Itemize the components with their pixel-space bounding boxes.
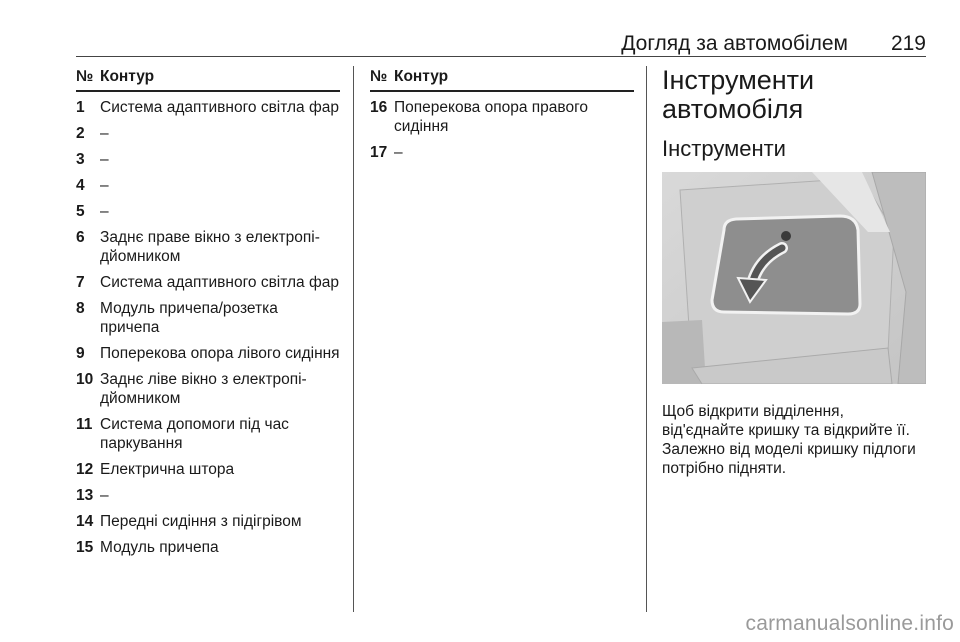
- table-row: [76, 202, 340, 221]
- row-text: Система адаптивного світла фар: [100, 99, 339, 116]
- row-text: –: [100, 203, 109, 220]
- table-row: [370, 98, 634, 136]
- table-row: [76, 415, 340, 453]
- row-number: 15: [76, 539, 94, 556]
- col-name-header: Контур: [394, 68, 449, 85]
- table-rows: [76, 98, 340, 557]
- row-text: Поперекова опора лівого сидіння: [100, 345, 340, 362]
- fuse-table-right: [370, 66, 634, 169]
- table-row: [76, 512, 340, 531]
- paragraph-line: від'єднайте кришку та відкрийте її.: [662, 422, 910, 439]
- table-row: [76, 176, 340, 195]
- row-number: 2: [76, 125, 85, 142]
- watermark: carmanualsonline.info: [745, 612, 954, 635]
- column-divider: [646, 66, 647, 612]
- table-header: [370, 66, 634, 92]
- table-row: [76, 98, 340, 117]
- col-num-header: №: [370, 68, 388, 85]
- row-number: 1: [76, 99, 85, 116]
- table-rows: [370, 98, 634, 162]
- section-title-line: Інструменти: [662, 65, 815, 95]
- row-number: 13: [76, 487, 94, 504]
- row-text: Система адаптивного світла фар: [100, 274, 339, 291]
- col-name-header: Контур: [100, 68, 155, 85]
- row-text: Поперекова опора правого сидіння: [394, 99, 589, 135]
- header-title: Догляд за автомобілем: [621, 32, 848, 55]
- row-number: 17: [370, 144, 388, 161]
- tools-section: [662, 66, 926, 478]
- row-text: –: [394, 144, 403, 161]
- table-row: [76, 150, 340, 169]
- fuse-table-left: [76, 66, 340, 564]
- table-row: [76, 228, 340, 266]
- row-text: Заднє праве вікно з електропідйомником: [100, 229, 320, 265]
- table-row: [76, 486, 340, 505]
- section-title-line: автомобіля: [662, 94, 804, 124]
- row-number: 6: [76, 229, 85, 246]
- column-divider: [353, 66, 354, 612]
- col-num-header: №: [76, 68, 94, 85]
- row-text: Система допомоги під час паркування: [100, 416, 289, 452]
- table-row: [76, 299, 340, 337]
- row-text: Модуль причепа: [100, 539, 219, 556]
- row-text: –: [100, 487, 109, 504]
- row-number: 3: [76, 151, 85, 168]
- row-text: Модуль причепа/розетка причепа: [100, 300, 278, 336]
- row-text: –: [100, 151, 109, 168]
- table-row: [76, 370, 340, 408]
- compartment-cover: [712, 216, 860, 314]
- row-text: Передні сидіння з підігрівом: [100, 513, 302, 530]
- table-row: [76, 344, 340, 363]
- row-text: –: [100, 125, 109, 142]
- section-subtitle: Інструменти: [662, 136, 786, 161]
- table-row: [76, 538, 340, 557]
- cover-handle: [781, 231, 791, 241]
- table-header: [76, 66, 340, 92]
- row-number: 8: [76, 300, 85, 317]
- row-number: 7: [76, 274, 85, 291]
- row-text: Електрична штора: [100, 461, 235, 478]
- row-number: 11: [76, 416, 93, 433]
- paragraph-line: Залежно від моделі кришку підлоги: [662, 441, 916, 458]
- section-title: [662, 66, 926, 124]
- row-number: 5: [76, 203, 85, 220]
- row-number: 4: [76, 177, 85, 194]
- table-row: [370, 143, 634, 162]
- row-number: 14: [76, 513, 94, 530]
- row-number: 9: [76, 345, 85, 362]
- row-number: 12: [76, 461, 94, 478]
- page-number: 219: [890, 32, 926, 55]
- table-row: [76, 124, 340, 143]
- section-paragraph: [662, 402, 926, 478]
- row-number: 16: [370, 99, 388, 116]
- page-header: [76, 30, 926, 57]
- trunk-compartment-illustration: [662, 172, 926, 384]
- row-number: 10: [76, 371, 94, 388]
- paragraph-line: потрібно підняти.: [662, 460, 787, 477]
- table-row: [76, 460, 340, 479]
- paragraph-line: Щоб відкрити відділення,: [662, 403, 844, 420]
- row-text: Заднє ліве вікно з електропідйомником: [100, 371, 307, 407]
- row-text: –: [100, 177, 109, 194]
- table-row: [76, 273, 340, 292]
